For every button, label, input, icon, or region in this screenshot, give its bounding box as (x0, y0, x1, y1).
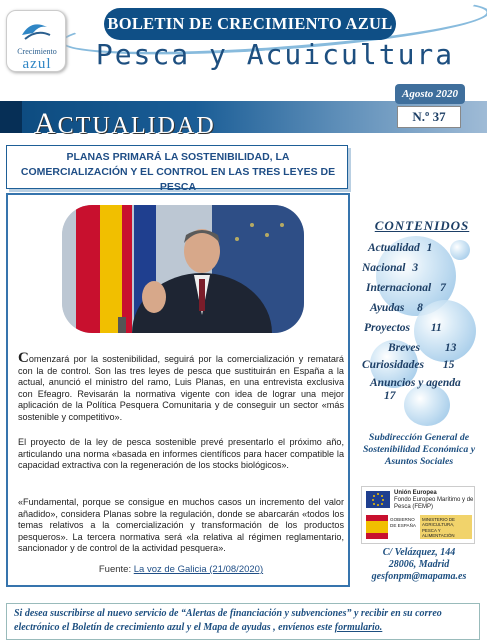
article-lead-paragraph (18, 350, 344, 423)
toc-item[interactable] (370, 302, 423, 314)
drop-cap: C (18, 350, 29, 366)
toc-label: Internacional (366, 282, 432, 294)
section-title-initial: A (34, 107, 58, 140)
band-accent (0, 101, 22, 133)
bulletin-name: BOLETIN DE CRECIMIENTO AZUL (104, 8, 396, 40)
fish-logo-icon (19, 17, 53, 43)
toc-page: 15 (442, 359, 455, 371)
logo-text-line2: azul (22, 56, 52, 72)
article-paragraph-3: «Fundamental, porque se consigue en muchos casos un incremento del valor añadido», considera Planas sobre la regulación, donde se abarcarán «todos los temas relativos a la comercialización y transformación de los productos pesqueros». La tercera normativa será «la relativa al régimen reglamentario, sancionador y de control de la actividad pesquera». (18, 497, 344, 553)
minister-photo-illustration (62, 205, 304, 333)
lead-text: omenzará por la sostenibilidad, seguirá por la comercialización y rematará con la de control. Son las tres leyes de pesca que sustituirán en España a la actual, anunció el ministro del ramo, Luis Planas, en una entrevista exclusiva con Efeagro. Revisarán la normativa vigente con idea de lograr una mejor aplicación de la Política Pesquera Comunitaria y de conseguir un sector «más sostenible y competitivo». (18, 354, 344, 422)
toc-label: Proyectos (364, 322, 410, 334)
contact-address (358, 547, 480, 583)
contents-title: CONTENIDOS (374, 218, 470, 233)
publication-title: Pesca y Acuicultura (95, 38, 455, 71)
issue-number-badge: N.º 37 (397, 106, 461, 128)
toc-item[interactable] (366, 282, 446, 294)
address-line2: 28006, Madrid (388, 559, 450, 570)
toc-item[interactable] (362, 262, 418, 274)
section-title-rest: CTUALIDAD (57, 113, 216, 139)
source-label: Fuente: (98, 564, 132, 575)
crecimiento-azul-logo (6, 10, 66, 72)
toc-item[interactable] (388, 342, 456, 354)
toc-item[interactable] (364, 322, 442, 334)
subscription-text (14, 607, 474, 635)
toc-page: 1 (426, 242, 433, 254)
toc-page: 13 (444, 342, 457, 354)
article-headline: PLANAS PRIMARÁ LA SOSTENIBILIDAD, LA COMERCIALIZACIÓN Y EL CONTROL EN LAS TRES LEYES DE PESCA (20, 151, 336, 193)
contact-email[interactable]: gesfonpm@mapama.es (371, 571, 467, 582)
toc-label: Actualidad (368, 242, 420, 254)
spain-coat-of-arms-icon (366, 515, 388, 539)
issue-date-badge: Agosto 2020 (395, 84, 465, 104)
section-title (34, 107, 216, 141)
toc-label: Nacional (362, 262, 406, 274)
toc-label: Ayudas (370, 302, 405, 314)
toc-page: 7 (440, 282, 446, 294)
toc-page: 11 (430, 322, 442, 334)
government-label: GOBIERNO DE ESPAÑA (390, 517, 416, 528)
eu-label (394, 490, 474, 511)
toc-item[interactable] (370, 377, 474, 403)
toc-label: Anuncios y agenda (370, 377, 461, 389)
toc-page: 8 (417, 302, 423, 314)
form-link[interactable]: formulario. (334, 622, 383, 633)
logo-text-line1: Crecimiento (17, 47, 57, 56)
toc-label: Curiosidades (362, 359, 424, 371)
toc-page: 17 (384, 390, 396, 402)
funding-logos (361, 486, 475, 544)
toc-item[interactable] (368, 242, 432, 254)
article-paragraph-2: El proyecto de la ley de pesca sostenible prevé presentarlo el próximo año, articulando una norma «basada en informes científicos para hacer compatible la capacidad extractiva con la regeneración de los stocks biológicos». (18, 437, 344, 470)
toc-item[interactable] (362, 359, 454, 371)
address-line1: C/ Velázquez, 144 (382, 547, 456, 558)
eu-flag-icon (366, 491, 390, 508)
bubble-decoration (450, 240, 470, 260)
ministry-label: MINISTERIO DE AGRICULTURA, PESCA Y ALIMENTACIÓN (420, 515, 472, 539)
eu-fund: Fondo Europeo Marítimo y de Pesca (FEMP) (394, 497, 474, 510)
article-source (18, 564, 344, 575)
eu-title: Unión Europea (394, 490, 437, 496)
subscription-message: Si desea suscribirse al nuevo servicio de “Alertas de financiación y subvenciones” y recibir en su correo electrónico el Boletín de crecimiento azul y el Mapa de ayudas , envíenos este (14, 608, 442, 633)
article-photo (62, 205, 304, 333)
organization-name: Subdirección General de Sostenibilidad Económica y Asuntos Sociales (362, 432, 476, 467)
toc-label: Breves (388, 342, 420, 354)
toc-page: 3 (412, 262, 419, 274)
source-link[interactable]: La voz de Galicia (21/08/2020) (133, 564, 264, 575)
